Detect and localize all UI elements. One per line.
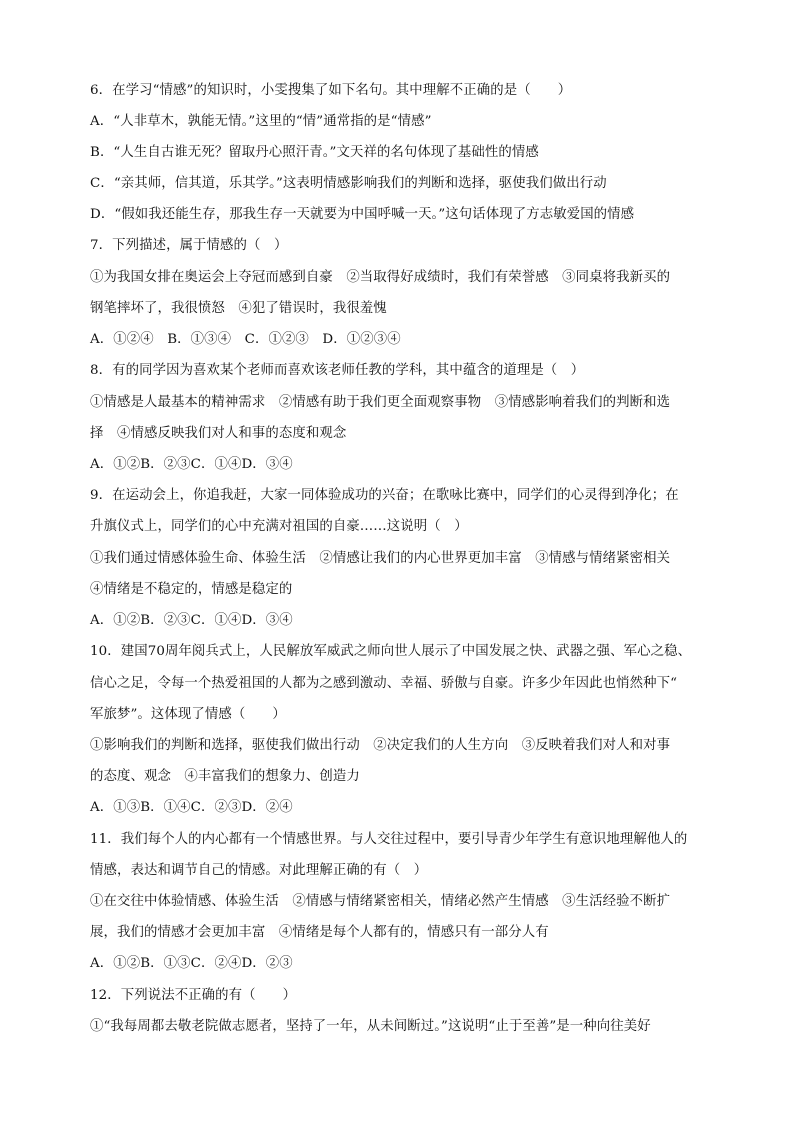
q10-answer-choices: A．①③B．①④C．②③D．②④ — [90, 800, 293, 815]
q7-statements-line1: ①为我国女排在奥运会上夺冠而感到自豪 ②当取得好成绩时，我们有荣誉感 ③同桌将我新买的 — [90, 270, 671, 285]
q6-option-c: C．“亲其师，信其道，乐其学。”这表明情感影响我们的判断和选择，驱使我们做出行动 — [90, 176, 607, 191]
q8-statements-line2: 择 ④情感反映我们对人和事的态度和观念 — [90, 426, 347, 441]
q6-stem: 6．在学习“情感”的知识时，小雯搜集了如下名句。其中理解不正确的是（ ） — [90, 83, 572, 98]
q10-statements-line1: ①影响我们的判断和选择，驱使我们做出行动 ②决定我们的人生方向 ③反映着我们对人和对事 — [90, 738, 671, 753]
q10-stem-line3: 军旅梦”。这体现了情感（ ） — [90, 707, 286, 722]
q6-option-a: A．“人非草木，孰能无情。”这里的“情”通常指的是“情感” — [90, 114, 432, 129]
q6-option-b: B．“人生自古谁无死？留取丹心照汗青。”文天祥的名句体现了基础性的情感 — [90, 145, 539, 160]
q7-answer-choices: A．①②④ B．①③④ C．①②③ D．①②③④ — [90, 332, 401, 347]
q12-statements-line1: ①“我每周都去敬老院做志愿者，坚持了一年，从未间断过。”这说明“止于至善”是一种向往美好 — [90, 1019, 651, 1034]
q9-stem-line1: 9．在运动会上，你追我赶，大家一同体验成功的兴奋；在歌咏比赛中，同学们的心灵得到净化；在 — [90, 488, 679, 503]
q11-stem-line1: 11．我们每个人的内心都有一个情感世界。与人交往过程中，要引导青少年学生有意识地理解他人的 — [90, 832, 688, 847]
q6-option-d: D．“假如我还能生存，那我生存一天就要为中国呼喊一天。”这句话体现了方志敏爱国的情感 — [90, 207, 635, 222]
q9-statements-line2: ④情绪是不稳定的，情感是稳定的 — [90, 582, 293, 597]
q9-answer-choices: A．①②B．②③C．①④D．③④ — [90, 613, 293, 628]
q9-statements-line1: ①我们通过情感体验生命、体验生活 ②情感让我们的内心世界更加丰富 ③情感与情绪紧密相关 — [90, 551, 671, 566]
q8-stem: 8．有的同学因为喜欢某个老师而喜欢该老师任教的学科，其中蕴含的道理是（ ） — [90, 363, 585, 378]
q7-statements-line2: 钢笔摔坏了，我很愤怒 ④犯了错误时，我很羞愧 — [90, 301, 387, 316]
q11-statements-line1: ①在交往中体验情感、体验生活 ②情感与情绪紧密相关，情绪必然产生情感 ③生活经验不断扩 — [90, 894, 671, 909]
q9-stem-line2: 升旗仪式上，同学们的心中充满对祖国的自豪……这说明（ ） — [90, 519, 468, 534]
q11-statements-line2: 展，我们的情感才会更加丰富 ④情绪是每个人都有的，情感只有一部分人有 — [90, 925, 549, 940]
q10-statements-line2: 的态度、观念 ④丰富我们的想象力、创造力 — [90, 769, 360, 784]
q11-stem-line2: 情感，表达和调节自己的情感。对此理解正确的有（ ） — [90, 863, 428, 878]
q10-stem-line1: 10．建国70周年阅兵式上，人民解放军威武之师向世人展示了中国发展之快、武器之强、军心之稳、 — [90, 644, 692, 659]
q8-answer-choices: A．①②B．②③C．①④D．③④ — [90, 457, 293, 472]
q10-stem-line2: 信心之足，令每一个热爱祖国的人都为之感到激动、幸福、骄傲与自豪。许多少年因此也悄然种下“ — [90, 676, 678, 691]
q11-answer-choices: A．①②B．①③C．②④D．②③ — [90, 956, 293, 971]
q12-stem: 12．下列说法不正确的有（ ） — [90, 988, 297, 1003]
q8-statements-line1: ①情感是人最基本的精神需求 ②情感有助于我们更全面观察事物 ③情感影响着我们的判断和选 — [90, 395, 671, 410]
q7-stem: 7．下列描述，属于情感的（ ） — [90, 238, 288, 253]
